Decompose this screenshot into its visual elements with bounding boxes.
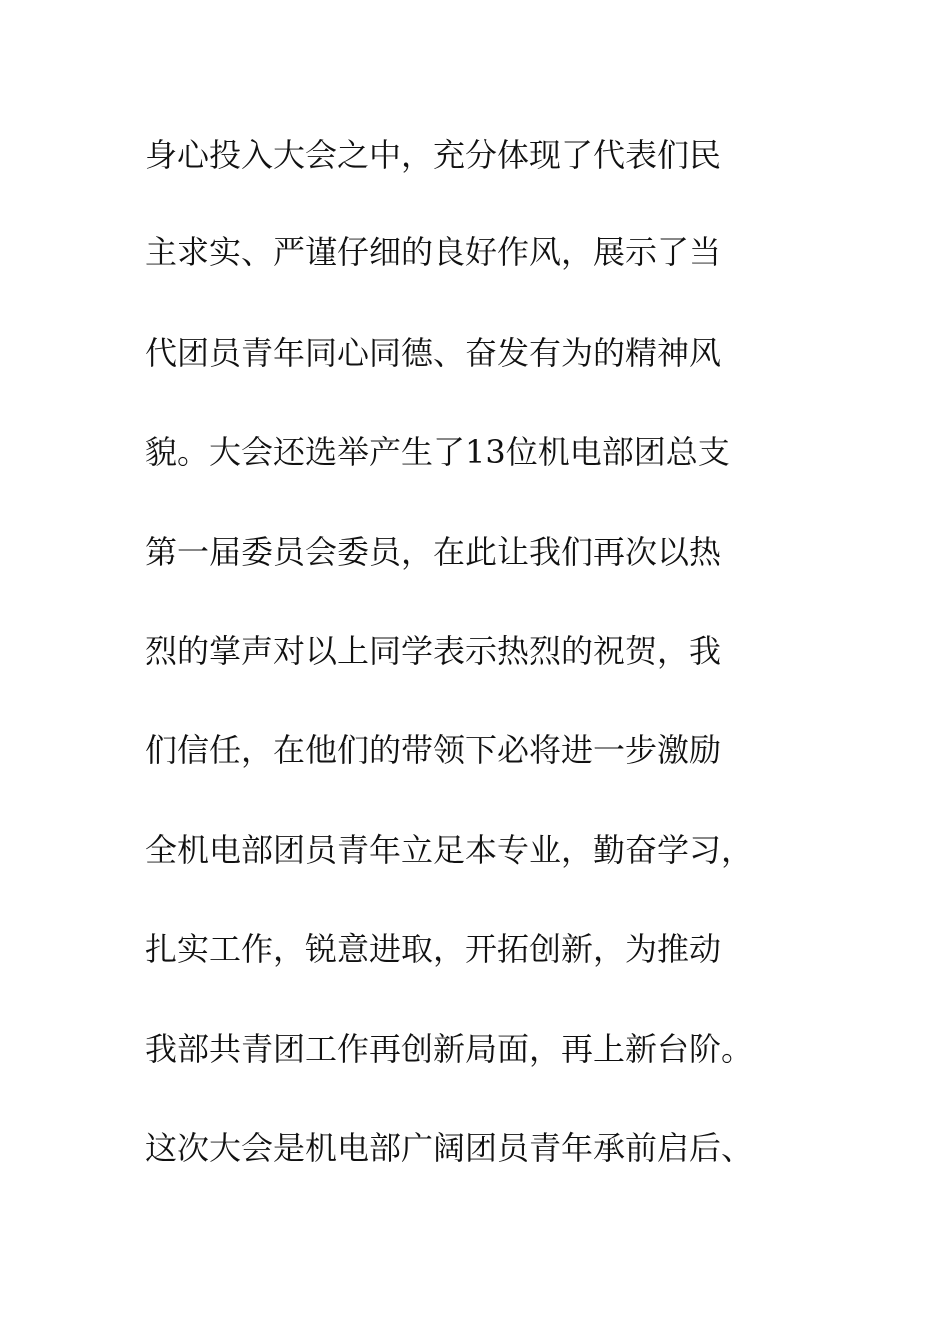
paragraph-line: 主求实、严谨仔细的良好作风，展示了当 xyxy=(145,233,722,271)
paragraph-line: 我部共青团工作再创新局面，再上新台阶。 xyxy=(145,1030,754,1068)
paragraph-line: 第一届委员会委员，在此让我们再次以热 xyxy=(145,533,722,571)
paragraph-line: 身心投入大会之中，充分体现了代表们民 xyxy=(145,136,722,174)
paragraph-line: 貌。大会还选举产生了13位机电部团总支 xyxy=(145,433,730,471)
paragraph-line: 这次大会是机电部广阔团员青年承前启后、 xyxy=(145,1129,754,1167)
paragraph-line: 代团员青年同心同德、奋发有为的精神风 xyxy=(145,334,722,372)
paragraph-line: 烈的掌声对以上同学表示热烈的祝贺，我 xyxy=(145,632,722,670)
paragraph-line: 扎实工作，锐意进取，开拓创新，为推动 xyxy=(145,930,722,968)
paragraph-line: 们信任，在他们的带领下必将进一步激励 xyxy=(145,731,722,769)
paragraph-line: 全机电部团员青年立足本专业，勤奋学习， xyxy=(145,831,754,869)
